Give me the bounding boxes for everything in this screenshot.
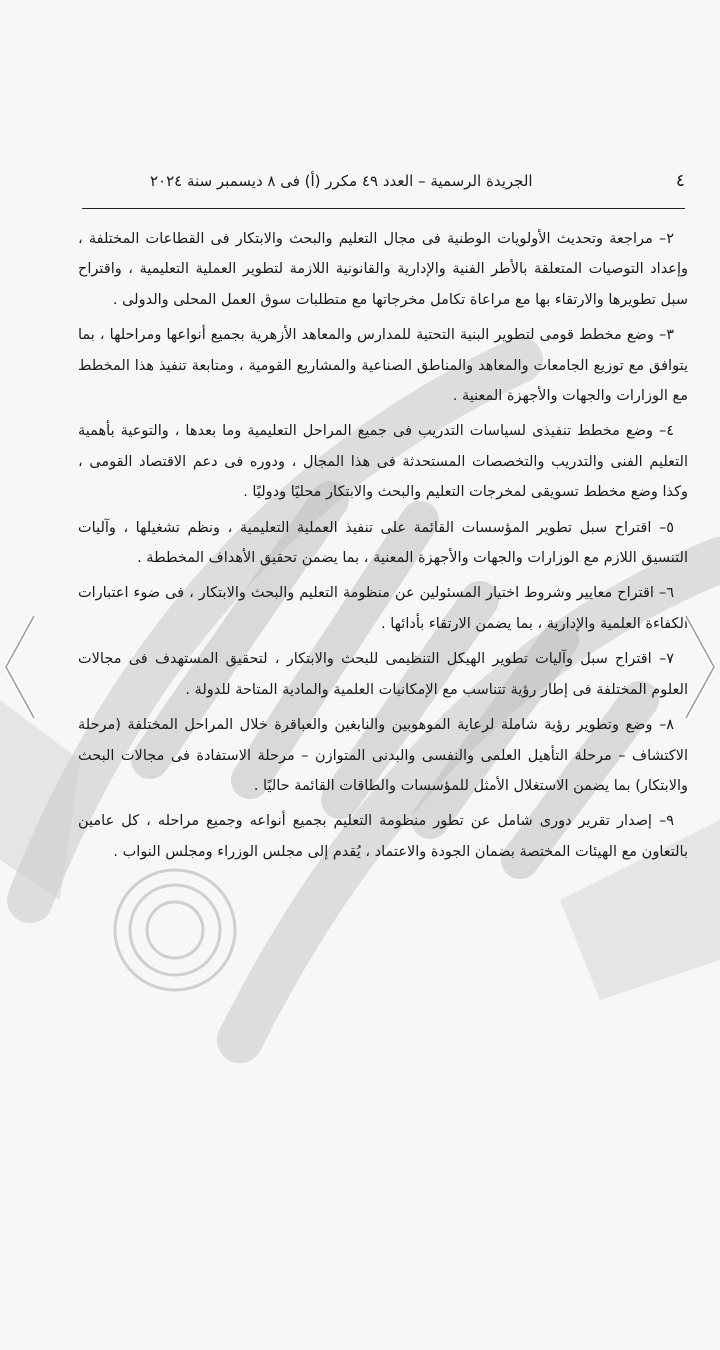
header-divider xyxy=(82,208,685,209)
list-item: ٤– وضع مخطط تنفيذى لسياسات التدريب فى جميع المراحل التعليمية وما بعدها ، والتوعية بأهمية التعليم الفنى والتدريب والتخصصات المستحدثة فى هذا المجال ، ودوره فى دعم الاقتصاد القومى ، وكذا وضع مخطط تسويقى لمخرجات التعليم والبحث والابتكار محليًا ودوليًا . xyxy=(78,423,688,501)
page-header xyxy=(150,168,685,194)
next-page-button[interactable] xyxy=(680,612,720,722)
list-item: ٩– إصدار تقرير دورى شامل عن تطور منظومة التعليم بجميع أنواعه وجميع مراحله ، كل عامين بالتعاون مع الهيئات المختصة بضمان الجودة والاعتماد ، يُقدم إلى مجلس الوزراء ومجلس النواب . xyxy=(78,813,688,860)
page-number: ٤ xyxy=(675,171,685,191)
list-item: ٧– اقتراح سبل وآليات تطوير الهيكل التنظيمى للبحث والابتكار ، لتحقيق المستهدف فى مجالات العلوم المختلفة فى إطار رؤية تتناسب مع الإمكانيات العلمية والمادية المتاحة للدولة . xyxy=(78,651,688,698)
list-item: ٢– مراجعة وتحديث الأولويات الوطنية فى مجال التعليم والبحث والابتكار فى القطاعات المختلفة ، وإعداد التوصيات المتعلقة بالأطر الفنية والإدارية والقانونية اللازمة لتطوير العملية التعليمية ، واقتراح سبل تطويرها والارتقاء بها مع مراعاة تكامل مخرجاتها مع متطلبات سوق العمل المحلى والدولى . xyxy=(78,231,688,308)
prev-page-button[interactable] xyxy=(0,612,40,722)
list-item: ٥– اقتراح سبل تطوير المؤسسات القائمة على تنفيذ العملية التعليمية ، ونظم تشغيلها ، وآليات التنسيق اللازم مع الوزارات والجهات والأجهزة المعنية ، بما يضمن تحقيق الأهداف المخططة . xyxy=(78,519,688,567)
chevron-left-icon xyxy=(0,612,40,722)
article-body xyxy=(78,224,688,872)
list-item: ٦– اقتراح معايير وشروط اختيار المسئولين عن منظومة التعليم والبحث والابتكار ، فى ضوء اعتبارات الكفاءة العلمية والإدارية ، بما يضمن الارتقاء بأدائها . xyxy=(78,585,688,632)
list-item: ٨– وضع وتطوير رؤية شاملة لرعاية الموهوبين والنابغين والعباقرة خلال المراحل المختلفة (مرحلة الاكتشاف – مرحلة التأهيل العلمى والنفسى والبدنى المتوازن – مرحلة الاستفادة فى مجالات البحث والابتكار) بما يضمن الاستغلال الأمثل للمؤسسات والطاقات القائمة حاليًا . xyxy=(78,717,688,794)
chevron-right-icon xyxy=(680,612,720,722)
list-item: ٣– وضع مخطط قومى لتطوير البنية التحتية للمدارس والمعاهد الأزهرية بجميع أنواعها ومراحلها ، بما يتوافق مع توزيع الجامعات والمعاهد والمناطق الصناعية والمشاريع القومية ، ومتابعة تنفيذ هذا المخطط مع الوزارات والجهات والأجهزة المعنية . xyxy=(78,327,688,405)
gazette-title: الجريدة الرسمية – العدد ٤٩ مكرر (أ) فى ٨ ديسمبر سنة ٢٠٢٤ xyxy=(150,172,533,190)
